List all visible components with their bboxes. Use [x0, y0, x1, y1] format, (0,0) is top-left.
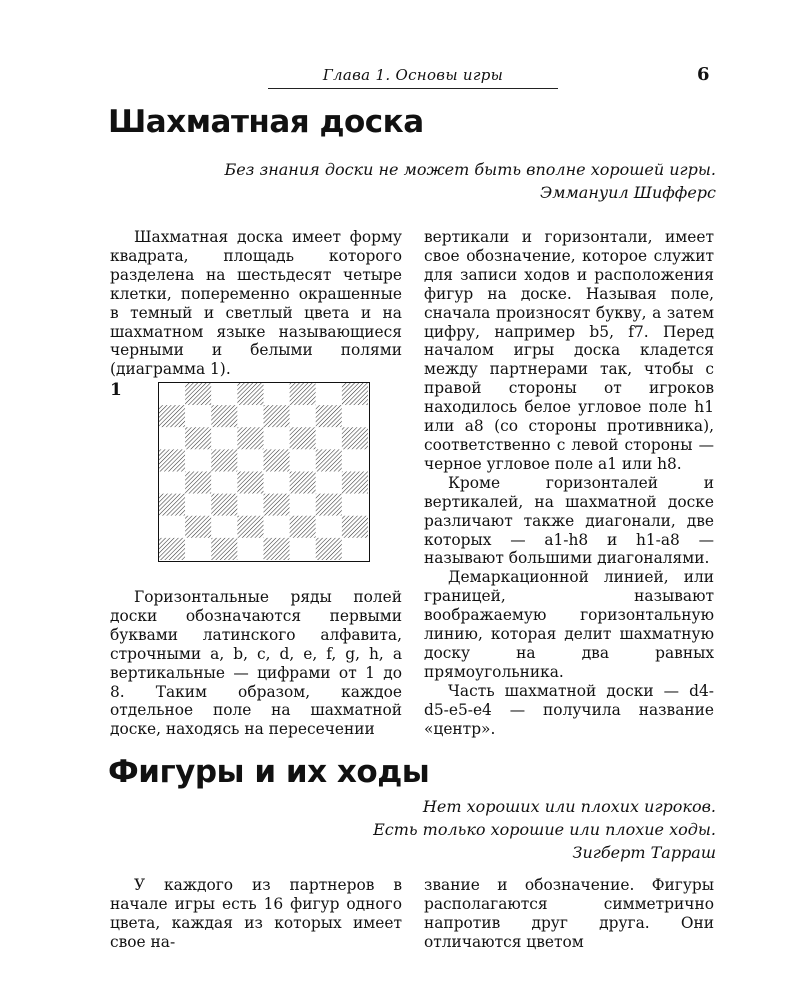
dark-square	[237, 427, 263, 449]
dark-square	[264, 538, 290, 560]
light-square	[237, 449, 263, 471]
epigraph-line: Есть только хорошие или плохие ходы.	[373, 820, 716, 839]
dark-square	[159, 538, 185, 560]
left-column-bottom	[110, 588, 402, 739]
dark-square	[185, 383, 211, 405]
light-square	[237, 538, 263, 560]
light-square	[211, 472, 237, 494]
light-square	[185, 449, 211, 471]
light-square	[159, 516, 185, 538]
dark-square	[185, 516, 211, 538]
chessboard-svg	[159, 383, 368, 560]
dark-square	[290, 383, 316, 405]
light-square	[185, 405, 211, 427]
dark-square	[185, 427, 211, 449]
dark-square	[159, 405, 185, 427]
light-square	[211, 516, 237, 538]
dark-square	[237, 383, 263, 405]
paragraph: Кроме горизонталей и вертикалей, на шахматной доске различают также диагонали, две которых — a1-h8 и h1-a8 — называют большими диагоналями.	[424, 473, 714, 568]
light-square	[237, 494, 263, 516]
paragraph: вертикали и горизонтали, имеет свое обозначение, которое служит для записи ходов и расположения фигур на доске. Называя поле, сначала произносят букву, а затем цифру, например b5, f7. Перед началом игры доска кладется между партнерами так, чтобы с правой стороны от игроков находилось белое угловое поле h1 или a8 (со стороны противника), соответственно с левой стороны — черное угловое поле a1 или h8.	[424, 228, 714, 473]
page-number: 6	[697, 64, 710, 85]
light-square	[211, 427, 237, 449]
light-square	[342, 449, 368, 471]
paragraph: звание и обозначение. Фигуры располагаются симметрично напротив друг друга. Они отличаются цветом	[424, 876, 714, 951]
paragraph: Часть шахматной доски — d4-d5-e5-e4 — получила название «центр».	[424, 681, 714, 738]
light-square	[185, 538, 211, 560]
right-column-section2	[424, 876, 714, 952]
light-square	[290, 449, 316, 471]
dark-square	[342, 427, 368, 449]
epigraph-1	[224, 158, 716, 204]
light-square	[316, 472, 342, 494]
light-square	[237, 405, 263, 427]
left-column-top	[110, 228, 402, 379]
paragraph: Шахматная доска имеет форму квадрата, площадь которого разделена на шестьдесят четыре клетки, попеременно окрашенные в темный и светлый цвета и на шахматном языке называющиеся черными и белыми полями (диаграмма 1).	[110, 228, 402, 379]
running-head: Глава 1. Основы игры	[268, 66, 558, 89]
dark-square	[316, 405, 342, 427]
light-square	[316, 516, 342, 538]
section-title-pieces: Фигуры и их ходы	[108, 754, 430, 790]
light-square	[290, 538, 316, 560]
dark-square	[264, 494, 290, 516]
dark-square	[342, 516, 368, 538]
right-column	[424, 228, 714, 738]
dark-square	[290, 516, 316, 538]
light-square	[264, 383, 290, 405]
epigraph-line: Нет хороших или плохих игроков.	[422, 797, 716, 816]
dark-square	[237, 472, 263, 494]
light-square	[159, 427, 185, 449]
diagram-number: 1	[110, 380, 122, 400]
dark-square	[290, 472, 316, 494]
light-square	[342, 494, 368, 516]
dark-square	[290, 427, 316, 449]
dark-square	[316, 494, 342, 516]
light-square	[290, 494, 316, 516]
section-title-chessboard: Шахматная доска	[108, 104, 424, 140]
light-square	[159, 383, 185, 405]
dark-square	[316, 538, 342, 560]
dark-square	[159, 494, 185, 516]
dark-square	[342, 472, 368, 494]
dark-square	[159, 449, 185, 471]
light-square	[316, 383, 342, 405]
dark-square	[211, 494, 237, 516]
light-square	[264, 472, 290, 494]
dark-square	[342, 383, 368, 405]
epigraph-author: Зигберт Тарраш	[572, 843, 716, 862]
dark-square	[264, 405, 290, 427]
dark-square	[211, 449, 237, 471]
dark-square	[264, 449, 290, 471]
light-square	[290, 405, 316, 427]
epigraph-2	[373, 795, 716, 864]
dark-square	[237, 516, 263, 538]
light-square	[342, 405, 368, 427]
light-square	[159, 472, 185, 494]
light-square	[211, 383, 237, 405]
light-square	[185, 494, 211, 516]
left-column-section2	[110, 876, 402, 952]
paragraph: У каждого из партнеров в начале игры есть 16 фигур одного цвета, каждая из которых имеет свое на-	[110, 876, 402, 951]
light-square	[264, 427, 290, 449]
epigraph-author: Эммануил Шифферс	[540, 183, 716, 202]
light-square	[316, 427, 342, 449]
paragraph: Демаркационной линией, или границей, называют воображаемую горизонтальную линию, которая делит шахматную доску на два равных прямоугольника.	[424, 568, 714, 681]
dark-square	[316, 449, 342, 471]
paragraph: Горизонтальные ряды полей доски обозначаются первыми буквами латинского алфавита, строчными a, b, c, d, e, f, g, h, а вертикальные — цифрами от 1 до 8. Таким образом, каждое отдельное поле на шахматной доске, находясь на пересечении	[110, 588, 402, 739]
dark-square	[185, 472, 211, 494]
dark-square	[211, 538, 237, 560]
light-square	[342, 538, 368, 560]
dark-square	[211, 405, 237, 427]
epigraph-quote: Без знания доски не может быть вполне хорошей игры.	[224, 160, 716, 179]
chessboard-diagram	[158, 382, 370, 562]
light-square	[264, 516, 290, 538]
